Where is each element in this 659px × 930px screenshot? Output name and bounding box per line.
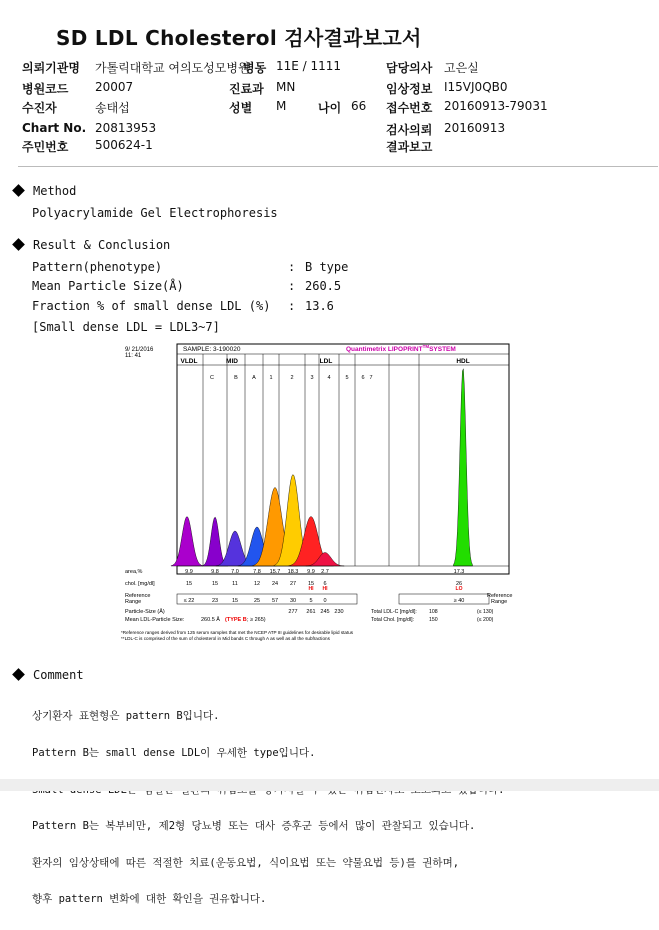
comment-heading: Comment xyxy=(14,668,84,682)
hospital-code-label: 병원코드 xyxy=(22,82,69,96)
total-ldl-limit: (≤ 130) xyxy=(477,609,494,615)
institution-label: 의뢰기관명 xyxy=(22,61,80,75)
diamond-bullet-icon xyxy=(12,184,25,197)
chart-no-value: 20813953 xyxy=(95,121,157,135)
fraction-label: Fraction % of small dense LDL (%) xyxy=(32,299,271,313)
ref-value: ≤ 22 xyxy=(183,598,195,604)
area-value: 7.0 xyxy=(231,569,239,575)
band-label: 1 xyxy=(269,375,273,381)
chol-value: 6 xyxy=(323,581,327,587)
area-value: 2.7 xyxy=(321,569,329,575)
comment-line: Pattern B는 복부비만, 제2형 당뇨병 또는 대사 증후군 등에서 많이 관찰되고 있습니다. xyxy=(32,820,476,833)
hospital-code-value: 20007 xyxy=(95,80,134,94)
sex-label: 성별 xyxy=(229,101,253,115)
comment-line: 향후 pattern 변화에 대한 확인을 권유합니다. xyxy=(32,893,267,906)
ref-value: 25 xyxy=(253,598,261,604)
chol-value: 12 xyxy=(253,581,261,587)
bottom-strip xyxy=(0,779,659,791)
row-label-ref1: Reference xyxy=(125,593,151,599)
band-label: 5 xyxy=(345,375,349,381)
band-label: 6 xyxy=(361,375,365,381)
total-chol-label: Total Chol. [mg/dl]: xyxy=(371,617,414,623)
pattern-label: Pattern(phenotype) xyxy=(32,260,163,274)
row-label-chol: chol. [mg/dl] xyxy=(125,581,155,587)
row-label-ref2: Range xyxy=(125,599,142,605)
size-colon: : xyxy=(288,279,296,293)
clinical-label: 임상정보 xyxy=(386,82,433,96)
ref-range-box xyxy=(177,594,357,604)
receipt-label: 접수번호 xyxy=(386,101,433,115)
age-label: 나이 xyxy=(318,101,342,115)
area-value: 9.8 xyxy=(211,569,219,575)
area-value: 9.9 xyxy=(307,569,315,575)
group-label: HDL xyxy=(456,358,470,365)
ref-value: 30 xyxy=(289,598,297,604)
total-chol-limit: (≤ 200) xyxy=(477,617,494,623)
chol-value: 24 xyxy=(271,581,279,587)
band-label: A xyxy=(252,375,256,381)
comment-line: 상기환자 표현형은 pattern B입니다. xyxy=(32,710,220,723)
fraction-value: 13.6 xyxy=(305,299,334,313)
report-label: 결과보고 xyxy=(386,140,433,154)
hi-flag: HI xyxy=(308,586,314,592)
ref-value: 23 xyxy=(211,598,219,604)
particle-size-value: 261 xyxy=(306,609,316,615)
particle-size-value: 277 xyxy=(288,609,298,615)
band-label: 4 xyxy=(327,375,331,381)
ref-value: 5 xyxy=(309,598,313,604)
total-ldl-label: Total LDL-C [mg/dl]: xyxy=(371,609,417,615)
particle-size-value: 245 xyxy=(320,609,330,615)
comment-line: 환자의 임상상태에 따른 적절한 치료(운동요법, 식이요법 또는 약물요법 등)를 권하며, xyxy=(32,856,460,869)
mean-size-value: 260.5 Å xyxy=(201,617,220,623)
hi-flag: HI xyxy=(322,586,328,592)
lipoprint-chart xyxy=(117,340,517,648)
chol-value: 15 xyxy=(307,581,315,587)
band-label: 7 xyxy=(369,375,373,381)
ref-value: 57 xyxy=(271,598,279,604)
chart-date: 9/ 21/2016 xyxy=(125,347,154,353)
sex-value: M xyxy=(276,99,287,113)
group-label: VLDL xyxy=(180,358,198,365)
header-divider xyxy=(18,166,658,167)
area-value: 15.7 xyxy=(269,569,281,575)
id-value: 500624-1 xyxy=(95,138,153,152)
footnote-2: **LDL-C is comprised of the sum of cholesterol in Mid bands C through A as well as all the subfractions xyxy=(121,636,330,641)
dept-label: 진료과 xyxy=(229,82,264,96)
method-heading: Method xyxy=(14,184,76,198)
institution-value: 가톨릭대학교 여의도성모병원 xyxy=(95,61,250,75)
patient-label: 수진자 xyxy=(22,101,57,115)
request-label: 검사의뢰 xyxy=(386,123,433,137)
group-label: LDL xyxy=(319,358,333,365)
patient-value: 송태섭 xyxy=(95,101,130,115)
area-value: 17.3 xyxy=(453,569,465,575)
chart-sample: SAMPLE: 3-190020 xyxy=(183,346,241,353)
area-value: 18.3 xyxy=(287,569,299,575)
method-text: Polyacrylamide Gel Electrophoresis xyxy=(32,206,278,220)
diamond-bullet-icon xyxy=(12,668,25,681)
ref-range-box-hdl xyxy=(399,594,489,604)
pattern-colon: : xyxy=(288,260,296,274)
band-label: B xyxy=(234,375,238,381)
area-value: 9.9 xyxy=(185,569,193,575)
chol-value: 15 xyxy=(211,581,219,587)
fraction-colon: : xyxy=(288,299,296,313)
band-labels xyxy=(210,375,373,381)
area-value: 7.8 xyxy=(253,569,261,575)
size-label: Mean Particle Size(Å) xyxy=(32,279,184,293)
band-label: C xyxy=(210,375,214,381)
ref-value: 0 xyxy=(323,598,327,604)
pattern-value: B type xyxy=(305,260,349,274)
chol-value: 26 xyxy=(455,581,463,587)
dept-value: MN xyxy=(276,80,296,94)
diamond-bullet-icon xyxy=(12,238,25,251)
band-label: 2 xyxy=(290,375,294,381)
id-label: 주민번호 xyxy=(22,140,69,154)
ref-value: 15 xyxy=(231,598,239,604)
chol-value: 11 xyxy=(232,581,238,587)
chart-no-label: Chart No. xyxy=(22,121,87,135)
doctor-label: 담당의사 xyxy=(386,61,433,75)
size-value: 260.5 xyxy=(305,279,342,293)
band-table xyxy=(125,569,512,623)
receipt-value: 20160913-79031 xyxy=(444,99,548,113)
total-chol-value: 150 xyxy=(429,617,438,623)
chart-brand: Quantimetrix LIPOPRINT™SYSTEM xyxy=(346,344,456,353)
total-ldl-value: 108 xyxy=(429,609,438,615)
comment-line: Pattern B는 small dense LDL이 우세한 type입니다. xyxy=(32,747,316,760)
band-label: 3 xyxy=(310,375,314,381)
doctor-value: 고은실 xyxy=(444,61,479,75)
ward-label: 병동 xyxy=(243,61,267,75)
row-label-ref1-right: Reference xyxy=(487,593,513,599)
clinical-value: I15VJ0QB0 xyxy=(444,80,508,94)
ldl-note: [Small dense LDL = LDL3~7] xyxy=(32,320,220,334)
request-value: 20160913 xyxy=(444,121,506,135)
report-title: SD LDL Cholesterol 검사결과보고서 xyxy=(56,26,422,50)
result-heading: Result & Conclusion xyxy=(14,238,170,252)
particle-size-value: 230 xyxy=(334,609,344,615)
row-label-area: area,% xyxy=(125,569,143,575)
footnote-1: *Reference ranges derived from 125 serum samples that met the NCEP ATP III guidelines for desirable lipid status xyxy=(121,630,354,635)
comment-body xyxy=(32,686,504,930)
mean-size-label: Mean LDL-Particle Size: xyxy=(125,617,185,623)
age-value: 66 xyxy=(351,99,367,113)
chol-value: 15 xyxy=(185,581,193,587)
mean-type: (TYPE B xyxy=(225,617,247,623)
chol-value: 27 xyxy=(289,581,297,587)
lo-flag: LO xyxy=(455,586,463,592)
ward-value: 11E / 1111 xyxy=(276,59,342,73)
chart-time: 11: 41 xyxy=(125,353,142,359)
ref-value: ≥ 40 xyxy=(453,598,465,604)
mean-limit: ; ≥ 265) xyxy=(247,617,266,623)
particle-size-label: Particle-Size (Å) xyxy=(125,609,165,615)
group-label: MID xyxy=(226,358,238,365)
row-label-ref2-right: Range xyxy=(491,599,508,605)
